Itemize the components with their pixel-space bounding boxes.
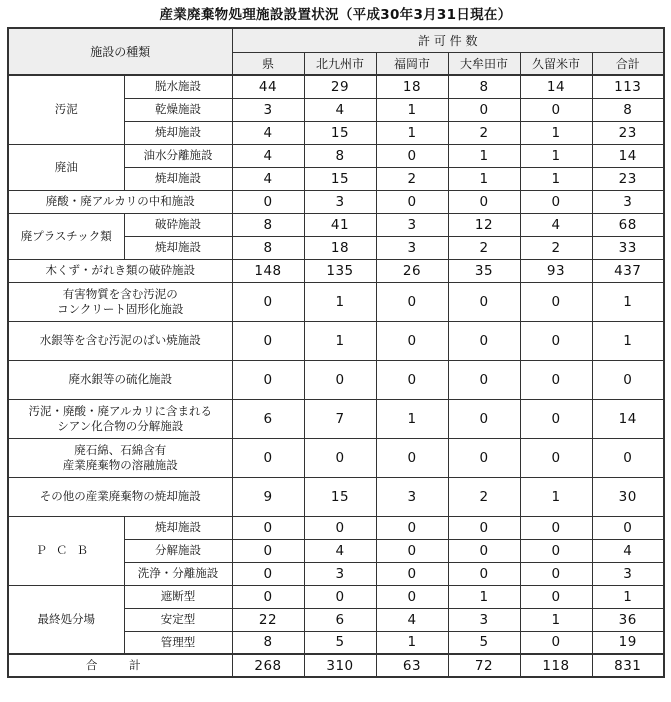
cell-value: 0 xyxy=(232,539,304,562)
col-header: 大牟田市 xyxy=(448,52,520,75)
cell-value: 18 xyxy=(376,75,448,98)
subcategory-label: 洗浄・分離施設 xyxy=(124,562,232,585)
cell-value: 0 xyxy=(520,631,592,654)
subcategory-label: 管理型 xyxy=(124,631,232,654)
cell-value: 0 xyxy=(376,562,448,585)
subcategory-label: 油水分離施設 xyxy=(124,144,232,167)
cell-value: 1 xyxy=(304,282,376,321)
cell-value: 29 xyxy=(304,75,376,98)
category-label-line: 廃石綿、石綿含有 xyxy=(74,442,167,457)
cell-value: 1 xyxy=(520,608,592,631)
table-row xyxy=(8,399,664,438)
table-row xyxy=(8,360,664,399)
cell-value: 4 xyxy=(304,98,376,121)
category-label-line: 産業廃棄物の溶融施設 xyxy=(62,457,178,472)
cell-value: 0 xyxy=(448,321,520,360)
category-label: ＰＣＢ xyxy=(8,516,124,585)
subcategory-label: 脱水施設 xyxy=(124,75,232,98)
table-row xyxy=(8,144,664,167)
cell-value: 3 xyxy=(304,562,376,585)
cell-value: 0 xyxy=(376,144,448,167)
table-row xyxy=(8,190,664,213)
cell-total: 0 xyxy=(592,438,664,477)
cell-value: 0 xyxy=(376,438,448,477)
cell-value: 0 xyxy=(376,190,448,213)
cell-value: 1 xyxy=(520,144,592,167)
cell-total: 0 xyxy=(592,516,664,539)
cell-value: 0 xyxy=(448,399,520,438)
cell-value: 2 xyxy=(448,477,520,516)
cell-value: 0 xyxy=(448,282,520,321)
category-label: 最終処分場 xyxy=(8,585,124,654)
category-label: 木くず・がれき類の破砕施設 xyxy=(8,259,232,282)
col-header: 合計 xyxy=(592,52,664,75)
cell-value: 41 xyxy=(304,213,376,236)
cell-value: 14 xyxy=(520,75,592,98)
cell-value: 0 xyxy=(232,190,304,213)
category-label: 水銀等を含む汚泥のばい焼施設 xyxy=(8,321,232,360)
cell-value: 4 xyxy=(232,167,304,190)
table-row xyxy=(8,321,664,360)
category-label: 廃プラスチック類 xyxy=(8,213,124,259)
cell-value: 8 xyxy=(232,213,304,236)
category-label xyxy=(8,282,232,321)
cell-value: 0 xyxy=(520,562,592,585)
cell-value: 6 xyxy=(232,399,304,438)
cell-total: 1 xyxy=(592,585,664,608)
category-label xyxy=(8,399,232,438)
cell-value: 1 xyxy=(520,477,592,516)
cell-value: 0 xyxy=(520,516,592,539)
col-header: 県 xyxy=(232,52,304,75)
category-label-line: コンクリート固形化施設 xyxy=(57,301,184,316)
cell-value: 15 xyxy=(304,121,376,144)
cell-total: 33 xyxy=(592,236,664,259)
total-value: 310 xyxy=(304,654,376,677)
cell-value: 2 xyxy=(448,236,520,259)
subcategory-label: 焼却施設 xyxy=(124,516,232,539)
cell-value: 6 xyxy=(304,608,376,631)
cell-value: 26 xyxy=(376,259,448,282)
cell-value: 0 xyxy=(232,282,304,321)
subcategory-label: 分解施設 xyxy=(124,539,232,562)
cell-value: 1 xyxy=(304,321,376,360)
cell-value: 12 xyxy=(448,213,520,236)
table-row xyxy=(8,259,664,282)
cell-value: 0 xyxy=(448,98,520,121)
cell-value: 0 xyxy=(232,516,304,539)
cell-value: 1 xyxy=(448,144,520,167)
cell-value: 0 xyxy=(304,360,376,399)
total-value: 72 xyxy=(448,654,520,677)
cell-total: 3 xyxy=(592,190,664,213)
cell-value: 0 xyxy=(448,190,520,213)
cell-total: 30 xyxy=(592,477,664,516)
cell-value: 8 xyxy=(448,75,520,98)
cell-value: 0 xyxy=(376,585,448,608)
category-label xyxy=(8,438,232,477)
cell-value: 0 xyxy=(376,539,448,562)
cell-total: 113 xyxy=(592,75,664,98)
cell-value: 0 xyxy=(520,399,592,438)
cell-total: 0 xyxy=(592,360,664,399)
cell-total: 1 xyxy=(592,321,664,360)
cell-value: 1 xyxy=(376,98,448,121)
cell-value: 4 xyxy=(376,608,448,631)
cell-value: 1 xyxy=(376,399,448,438)
total-value: 118 xyxy=(520,654,592,677)
total-value: 831 xyxy=(592,654,664,677)
facility-table xyxy=(7,27,665,678)
cell-value: 93 xyxy=(520,259,592,282)
total-label: 合 計 xyxy=(8,654,232,677)
category-label: 廃酸・廃アルカリの中和施設 xyxy=(8,190,232,213)
cell-value: 2 xyxy=(520,236,592,259)
cell-value: 15 xyxy=(304,167,376,190)
table-row xyxy=(8,213,664,236)
cell-value: 44 xyxy=(232,75,304,98)
table-row xyxy=(8,282,664,321)
cell-value: 3 xyxy=(376,477,448,516)
total-value: 268 xyxy=(232,654,304,677)
category-label-line: シアン化合物の分解施設 xyxy=(57,418,184,433)
cell-total: 8 xyxy=(592,98,664,121)
cell-value: 1 xyxy=(520,121,592,144)
cell-total: 1 xyxy=(592,282,664,321)
subcategory-label: 焼却施設 xyxy=(124,167,232,190)
header-facility-type: 施設の種類 xyxy=(8,28,232,75)
table-row xyxy=(8,75,664,98)
cell-value: 0 xyxy=(520,282,592,321)
cell-value: 0 xyxy=(376,321,448,360)
cell-value: 22 xyxy=(232,608,304,631)
cell-value: 0 xyxy=(520,539,592,562)
cell-total: 36 xyxy=(592,608,664,631)
col-header: 北九州市 xyxy=(304,52,376,75)
cell-total: 14 xyxy=(592,399,664,438)
subcategory-label: 安定型 xyxy=(124,608,232,631)
cell-value: 0 xyxy=(376,360,448,399)
cell-value: 0 xyxy=(304,585,376,608)
cell-value: 0 xyxy=(520,98,592,121)
cell-total: 437 xyxy=(592,259,664,282)
cell-total: 3 xyxy=(592,562,664,585)
cell-value: 1 xyxy=(376,631,448,654)
cell-value: 5 xyxy=(304,631,376,654)
cell-value: 8 xyxy=(232,631,304,654)
cell-value: 0 xyxy=(448,539,520,562)
cell-value: 4 xyxy=(520,213,592,236)
cell-value: 7 xyxy=(304,399,376,438)
cell-value: 0 xyxy=(520,321,592,360)
cell-total: 23 xyxy=(592,167,664,190)
cell-value: 8 xyxy=(232,236,304,259)
cell-value: 5 xyxy=(448,631,520,654)
cell-total: 19 xyxy=(592,631,664,654)
cell-value: 0 xyxy=(520,190,592,213)
cell-value: 3 xyxy=(376,236,448,259)
cell-value: 0 xyxy=(448,360,520,399)
cell-value: 0 xyxy=(232,562,304,585)
cell-value: 148 xyxy=(232,259,304,282)
page-title: 産業廃棄物処理施設設置状況（平成30年3月31日現在） xyxy=(159,7,512,23)
table-row xyxy=(8,438,664,477)
subcategory-label: 破砕施設 xyxy=(124,213,232,236)
cell-value: 35 xyxy=(448,259,520,282)
cell-value: 0 xyxy=(448,562,520,585)
cell-value: 135 xyxy=(304,259,376,282)
category-label: 汚泥 xyxy=(8,75,124,144)
cell-value: 9 xyxy=(232,477,304,516)
total-row xyxy=(8,654,664,677)
cell-value: 8 xyxy=(304,144,376,167)
category-label: その他の産業廃棄物の焼却施設 xyxy=(8,477,232,516)
cell-value: 0 xyxy=(448,516,520,539)
cell-value: 4 xyxy=(232,144,304,167)
cell-value: 0 xyxy=(448,438,520,477)
cell-value: 2 xyxy=(448,121,520,144)
cell-value: 0 xyxy=(520,438,592,477)
subcategory-label: 乾燥施設 xyxy=(124,98,232,121)
category-label-line: 汚泥・廃酸・廃アルカリに含まれる xyxy=(28,403,213,418)
cell-total: 4 xyxy=(592,539,664,562)
cell-value: 0 xyxy=(520,360,592,399)
cell-value: 0 xyxy=(520,585,592,608)
cell-value: 0 xyxy=(376,516,448,539)
cell-value: 1 xyxy=(448,585,520,608)
cell-value: 2 xyxy=(376,167,448,190)
total-value: 63 xyxy=(376,654,448,677)
subcategory-label: 焼却施設 xyxy=(124,236,232,259)
cell-total: 68 xyxy=(592,213,664,236)
cell-value: 3 xyxy=(448,608,520,631)
cell-value: 0 xyxy=(304,516,376,539)
cell-value: 0 xyxy=(232,360,304,399)
cell-total: 23 xyxy=(592,121,664,144)
cell-value: 0 xyxy=(232,321,304,360)
cell-value: 0 xyxy=(304,438,376,477)
cell-value: 1 xyxy=(376,121,448,144)
cell-value: 0 xyxy=(232,438,304,477)
cell-value: 3 xyxy=(232,98,304,121)
table-row xyxy=(8,585,664,608)
cell-total: 14 xyxy=(592,144,664,167)
category-label-line: 有害物質を含む汚泥の xyxy=(62,286,178,301)
subcategory-label: 焼却施設 xyxy=(124,121,232,144)
cell-value: 18 xyxy=(304,236,376,259)
cell-value: 1 xyxy=(520,167,592,190)
table-row xyxy=(8,477,664,516)
subcategory-label: 遮断型 xyxy=(124,585,232,608)
cell-value: 3 xyxy=(304,190,376,213)
category-label: 廃油 xyxy=(8,144,124,190)
col-header: 福岡市 xyxy=(376,52,448,75)
cell-value: 4 xyxy=(232,121,304,144)
header-permit-count: 許 可 件 数 xyxy=(232,28,664,52)
category-label: 廃水銀等の硫化施設 xyxy=(8,360,232,399)
col-header: 久留米市 xyxy=(520,52,592,75)
cell-value: 15 xyxy=(304,477,376,516)
table-row xyxy=(8,516,664,539)
cell-value: 4 xyxy=(304,539,376,562)
cell-value: 1 xyxy=(448,167,520,190)
cell-value: 0 xyxy=(232,585,304,608)
cell-value: 0 xyxy=(376,282,448,321)
cell-value: 3 xyxy=(376,213,448,236)
